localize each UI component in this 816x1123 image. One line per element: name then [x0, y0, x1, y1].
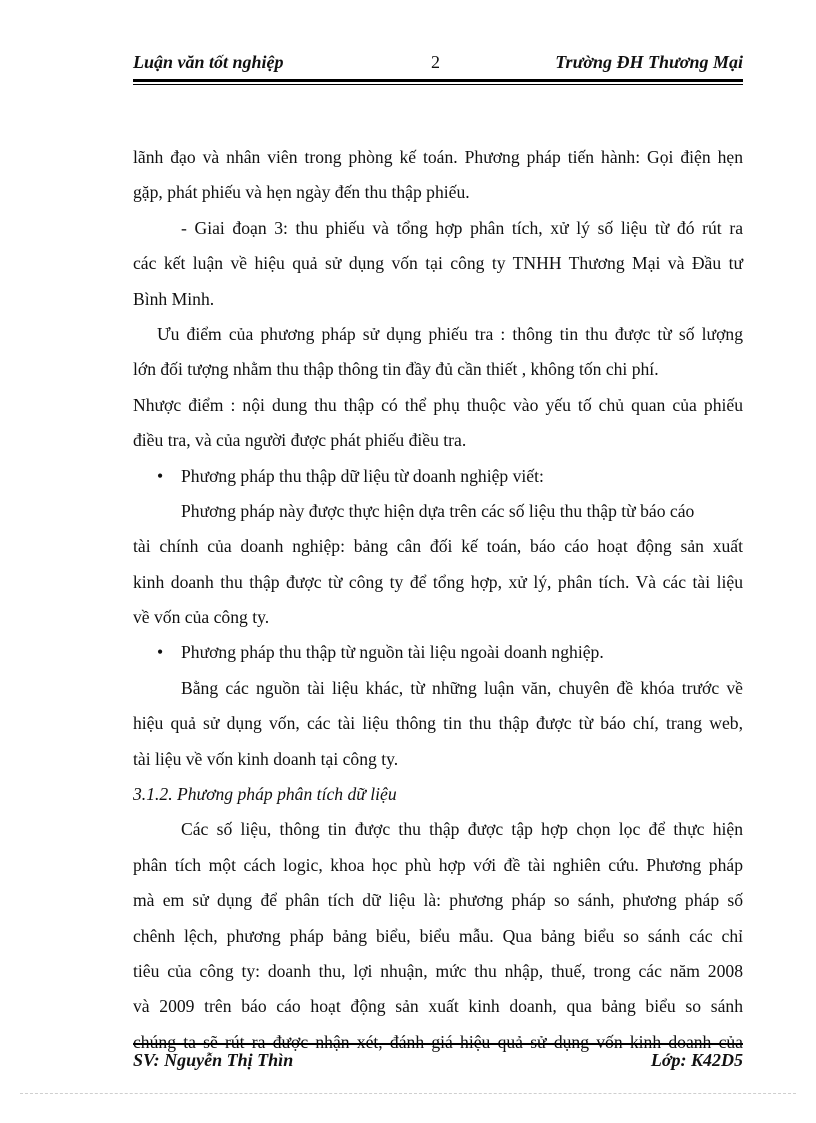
text-line: Bình Minh. [133, 288, 215, 309]
footer-rule [133, 1043, 743, 1045]
page-header [133, 50, 743, 78]
text-line: chênh lệch, phương pháp bảng biểu, biểu mẫu. Qua bảng biểu so sánh các chỉ [133, 925, 743, 946]
document-body [133, 140, 743, 1060]
text-line: Ưu điểm của phương pháp sử dụng phiếu tra : thông tin thu được từ số lượng [157, 323, 743, 344]
page-number: 2 [431, 52, 440, 72]
text-line: mà em sử dụng để phân tích dữ liệu là: phương pháp so sánh, phương pháp số [133, 890, 743, 911]
header-school: Trường ĐH Thương Mại [555, 52, 743, 72]
bullet-icon: • [157, 465, 164, 486]
text-line: tiêu của công ty: doanh thu, lợi nhuận, mức thu nhập, thuế, trong các năm 2008 [133, 960, 743, 981]
bullet-text: Phương pháp thu thập dữ liệu từ doanh nghiệp viết: [181, 465, 544, 486]
text-line: kinh doanh thu thập được từ công ty để tổng hợp, xử lý, phân tích. Và các tài liệu [133, 571, 743, 592]
header-title: Luận văn tốt nghiệp [133, 52, 284, 72]
text-line: gặp, phát phiếu và hẹn ngày đến thu thập phiếu. [133, 182, 470, 203]
text-line: chúng ta sẽ rút ra được nhận xét, đánh giá hiệu quả sử dụng vốn kinh doanh của [133, 1031, 743, 1052]
text-line: phân tích một cách logic, khoa học phù hợp với đề tài nghiên cứu. Phương pháp [133, 854, 743, 875]
text-line: Bằng các nguồn tài liệu khác, từ những luận văn, chuyên đề khóa trước về [181, 677, 743, 698]
header-rule-thick [133, 79, 743, 82]
section-heading: 3.1.2. Phương pháp phân tích dữ liệu [133, 784, 397, 805]
bullet-item [133, 459, 743, 494]
page-footer [133, 1050, 743, 1076]
header-rule-thin [133, 84, 743, 85]
text-line: Các số liệu, thông tin được thu thập được tập hợp chọn lọc để thực hiện [181, 819, 743, 840]
text-line: các kết luận về hiệu quả sử dụng vốn tại công ty TNHH Thương Mại và Đầu tư [133, 253, 743, 274]
text-line: Phương pháp này được thực hiện dựa trên các số liệu thu thập từ báo cáo [181, 500, 695, 521]
bullet-item [133, 635, 743, 670]
text-line: lãnh đạo và nhân viên trong phòng kế toán. Phương pháp tiến hành: Gọi điện hẹn [133, 147, 743, 167]
page-break-divider [20, 1093, 796, 1094]
text-line: - Giai đoạn 3: thu phiếu và tổng hợp phân tích, xử lý số liệu từ đó rút ra [181, 217, 743, 238]
text-line: tài liệu về vốn kinh doanh tại công ty. [133, 748, 399, 769]
text-line: về vốn của công ty. [133, 607, 270, 628]
bullet-icon: • [157, 642, 164, 663]
footer-student: SV: Nguyễn Thị Thìn [133, 1050, 294, 1070]
text-line: Nhược điểm : nội dung thu thập có thể phụ thuộc vào yếu tố chủ quan của phiếu [133, 394, 743, 415]
bullet-text: Phương pháp thu thập từ nguồn tài liệu ngoài doanh nghiệp. [181, 642, 604, 663]
text-line: tài chính của doanh nghiệp: bảng cân đối kế toán, báo cáo hoạt động sản xuất [133, 536, 743, 557]
text-line: điều tra, và của người được phát phiếu điều tra. [133, 430, 467, 451]
text-line: lớn đối tượng nhằm thu thập thông tin đầy đủ cần thiết , không tốn chi phí. [133, 359, 659, 380]
text-line: hiệu quả sử dụng vốn, các tài liệu thông tin thu thập được từ báo chí, trang web, [133, 713, 743, 734]
footer-class: Lớp: K42D5 [650, 1050, 743, 1070]
text-line: và 2009 trên báo cáo hoạt động sản xuất kinh doanh, qua bảng biểu so sánh [133, 996, 743, 1017]
